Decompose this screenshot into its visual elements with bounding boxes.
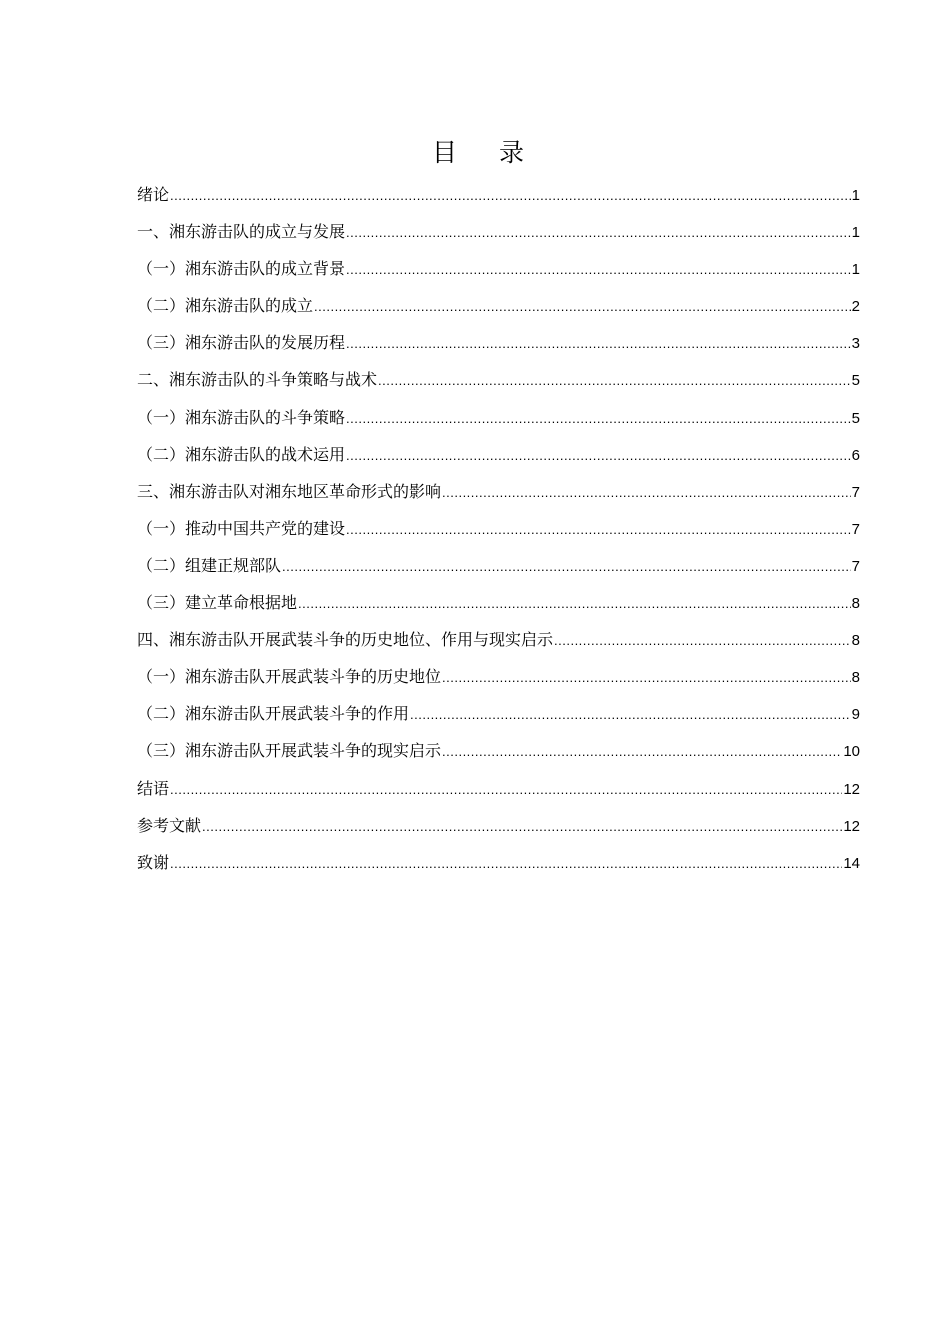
toc-entry (137, 844, 860, 881)
toc-entry (137, 213, 860, 250)
toc-title: 目录 (431, 138, 566, 167)
toc-entry-text: （二）组建正规部队 (137, 555, 282, 575)
toc-entry-text: （一）湘东游击队开展武装斗争的历史地位 (137, 667, 442, 687)
toc-page-number: 3 (851, 335, 860, 353)
toc-entry-text: （二）湘东游击队的成立 (137, 296, 314, 316)
toc-leader-dots (346, 325, 851, 362)
toc-list (137, 176, 860, 881)
toc-entry-text: （一）湘东游击队的斗争策略 (137, 407, 346, 427)
toc-entry-text: 绪论 (137, 185, 170, 204)
toc-page-number: 7 (851, 557, 860, 575)
toc-leader-dots (346, 214, 851, 251)
toc-leader-dots (442, 659, 851, 696)
toc-page-number: 5 (851, 409, 860, 427)
toc-entry-text: （一）湘东游击队的成立背景 (137, 259, 346, 279)
toc-leader-dots (410, 696, 851, 733)
toc-leader-dots (554, 622, 851, 659)
toc-entry-text: 参考文献 (137, 815, 202, 835)
toc-entry (137, 399, 860, 436)
toc-entry (137, 473, 860, 510)
toc-entry (137, 584, 860, 621)
toc-page-number: 8 (851, 595, 860, 613)
toc-entry-text: （三）湘东游击队的发展历程 (137, 333, 346, 353)
toc-entry-text: 结语 (137, 778, 170, 798)
toc-leader-dots (314, 288, 851, 325)
toc-page-number: 8 (851, 669, 860, 687)
toc-leader-dots (170, 771, 842, 808)
toc-page-number: 9 (851, 706, 860, 724)
toc-page-number: 7 (851, 483, 860, 501)
toc-entry-text: 三、湘东游击队对湘东地区革命形式的影响 (137, 481, 442, 501)
toc-entry (137, 732, 860, 769)
toc-page-number: 14 (843, 854, 860, 872)
toc-leader-dots (346, 251, 851, 288)
toc-leader-dots (170, 177, 851, 214)
toc-entry (137, 695, 860, 732)
toc-entry (137, 287, 860, 324)
toc-leader-dots (282, 548, 851, 585)
toc-leader-dots (378, 362, 851, 399)
toc-leader-dots (346, 400, 851, 437)
toc-entry (137, 176, 860, 213)
toc-entry (137, 250, 860, 287)
toc-entry-text: （二）湘东游击队的战术运用 (137, 444, 346, 464)
toc-leader-dots (170, 845, 842, 882)
toc-page-number: 5 (851, 372, 860, 390)
toc-entry (137, 436, 860, 473)
toc-entry (137, 510, 860, 547)
toc-entry-text: （三）建立革命根据地 (137, 593, 298, 613)
toc-entry (137, 807, 860, 844)
toc-leader-dots (442, 733, 842, 770)
toc-entry (137, 621, 860, 658)
toc-entry (137, 770, 860, 807)
toc-entry-text: （二）湘东游击队开展武装斗争的作用 (137, 704, 410, 724)
toc-entry-text: 四、湘东游击队开展武装斗争的历史地位、作用与现实启示 (137, 630, 554, 650)
toc-page-number: 7 (851, 520, 860, 538)
toc-entry (137, 547, 860, 584)
toc-entry-text: （三）湘东游击队开展武装斗争的现实启示 (137, 741, 442, 761)
toc-leader-dots (298, 585, 851, 622)
toc-leader-dots (346, 511, 851, 548)
toc-entry (137, 658, 860, 695)
toc-page-number: 12 (843, 817, 860, 835)
toc-entry-text: （一）推动中国共产党的建设 (137, 518, 346, 538)
toc-page-number: 6 (851, 446, 860, 464)
toc-page-number: 8 (851, 632, 860, 650)
toc-page-number: 2 (851, 298, 860, 316)
toc-leader-dots (346, 437, 851, 474)
toc-page-number: 1 (851, 187, 860, 204)
toc-page-number: 1 (851, 224, 860, 242)
toc-page-number: 1 (851, 261, 860, 279)
toc-entry-text: 致谢 (137, 852, 170, 872)
toc-leader-dots (202, 808, 842, 845)
toc-entry (137, 324, 860, 361)
toc-leader-dots (442, 474, 851, 511)
toc-entry (137, 361, 860, 398)
toc-page-number: 10 (843, 743, 860, 761)
toc-entry-text: 一、湘东游击队的成立与发展 (137, 222, 346, 242)
toc-page-number: 12 (843, 780, 860, 798)
toc-entry-text: 二、湘东游击队的斗争策略与战术 (137, 370, 378, 390)
